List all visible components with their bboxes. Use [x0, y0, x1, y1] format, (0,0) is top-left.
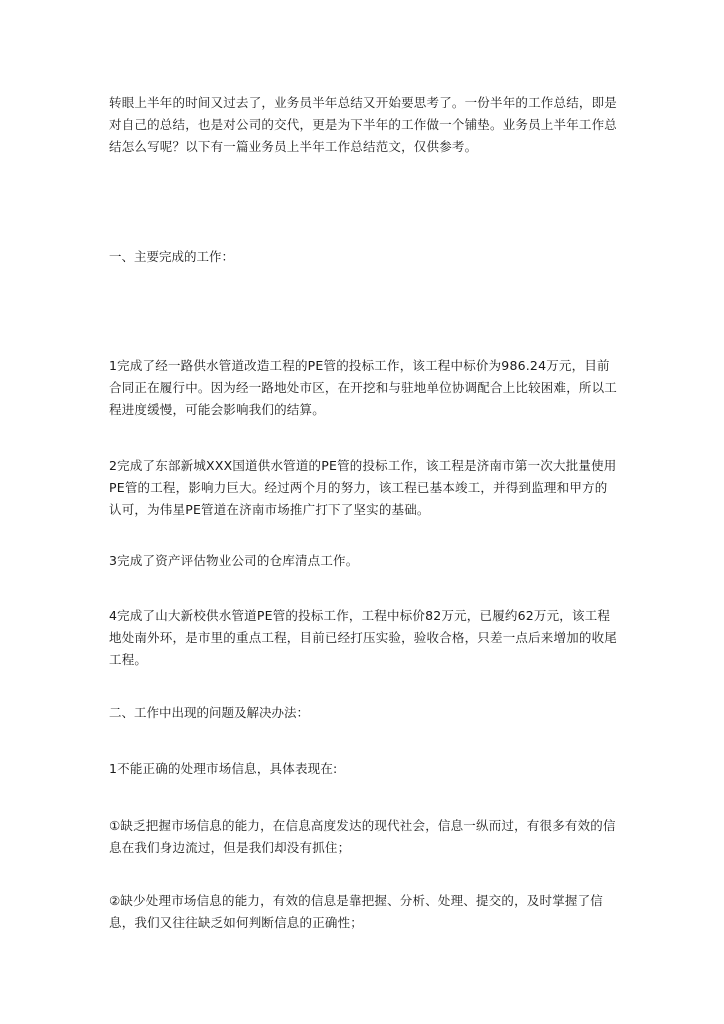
intro-paragraph: 转眼上半年的时间又过去了，业务员半年总结又开始要思考了。一份半年的工作总结，即是对自己的总结，也是对公司的交代，更是为下半年的工作做一个铺垫。业务员上半年工作总结怎么写呢？以下有一篇业务员上半年工作总结范文，仅供参考。: [109, 95, 618, 154]
work-item-4: 4完成了山大新校供水管道PE管的投标工作，工程中标价82万元，已履约62万元，该工程地处南外环，是市里的重点工程，目前已经打压实验，验收合格，只差一点后来增加的收尾工程。: [109, 608, 618, 667]
problem-sub-item-2: ②缺少处理市场信息的能力，有效的信息是靠把握、分析、处理、提交的，及时掌握了信息，我们又往往缺乏如何判断信息的正确性；: [109, 893, 604, 930]
work-item-3: 3完成了资产评估物业公司的仓库清点工作。: [109, 553, 359, 568]
work-item-2: 2完成了东部新城XXX国道供水管道的PE管的投标工作，该工程是济南市第一次大批量使用PE管的工程，影响力巨大。经过两个月的努力，该工程已基本竣工，并得到监理和甲方的认可，为伟星PE管道在济南市场推广打下了坚实的基础。: [109, 458, 617, 517]
problem-sub-item-1: ①缺乏把握市场信息的能力，在信息高度发达的现代社会，信息一纵而过，有很多有效的信息在我们身边流过，但是我们却没有抓住；: [109, 818, 616, 855]
section-heading-main-work: 一、主要完成的工作：: [109, 249, 235, 264]
work-item-1: 1完成了经一路供水管道改造工程的PE管的投标工作，该工程中标价为986.24万元，目前合同正在履行中。因为经一路地处市区，在开挖和与驻地单位协调配合上比较困难，所以工程进度缓慢，可能会影响我们的结算。: [109, 358, 618, 417]
problem-item-1: 1不能正确的处理市场信息，具体表现在:: [109, 761, 338, 776]
section-heading-problems: 二、工作中出现的问题及解决办法：: [109, 705, 310, 720]
